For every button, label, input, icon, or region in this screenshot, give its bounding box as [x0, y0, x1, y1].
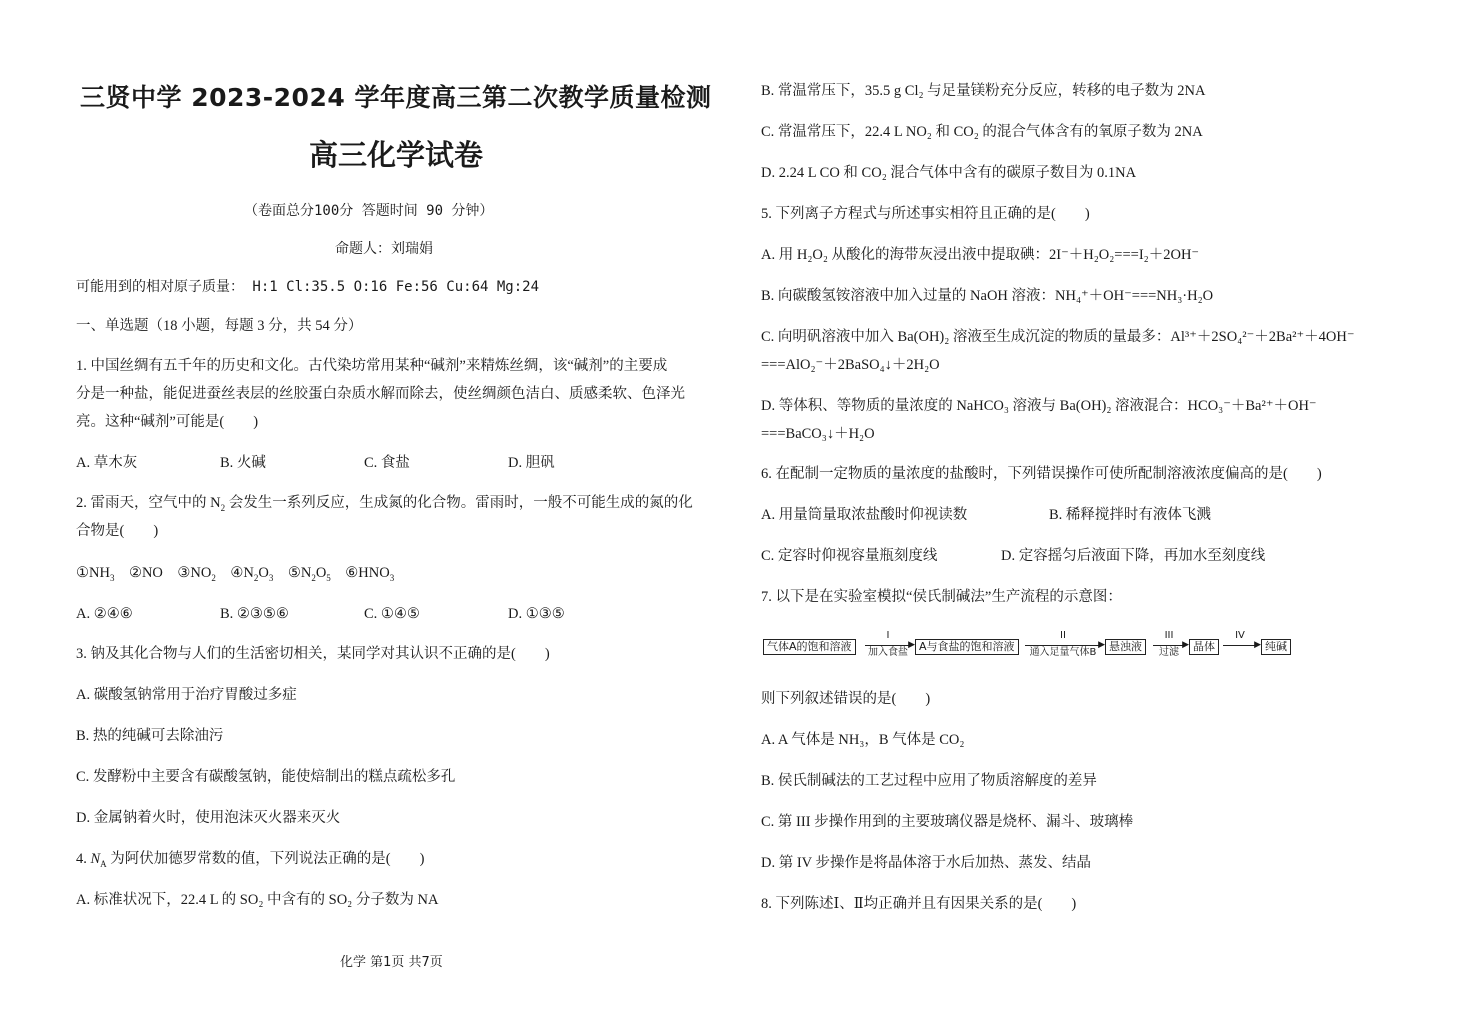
q5-option-a: A. 用 H₂O₂ 从酸化的海带灰浸出液中提取碘：2I⁻＋H₂O₂===I₂＋2OH⁻ [761, 247, 1200, 263]
q5-stem: 5. 下列离子方程式与所述事实相符且正确的是( ) [761, 206, 1090, 222]
q3-stem: 3. 钠及其化合物与人们的生活密切相关，某同学对其认识不正确的是( ) [76, 646, 550, 662]
q2-compound-list [76, 563, 394, 588]
q2-item-4: $④N_2O_3$ [230, 565, 274, 583]
subject-title: 高三化学试卷 [309, 138, 484, 172]
q5-option-d-line1: D. 等体积、等物质的量浓度的 NaHCO₃ 溶液与 Ba(OH)₂ 溶液混合：HCO₃⁻＋Ba²⁺＋OH⁻ [761, 398, 1317, 414]
q1-stem-line3: 亮。这种“碱剂”可能是( ) [76, 414, 259, 430]
q2-stem-line2: 合物是( ) [76, 523, 159, 539]
flow-box-soda-ash: 纯碱 [1261, 639, 1291, 655]
q7-ask: 则下列叙述错误的是( ) [761, 691, 931, 707]
q4-option-b: B. 常温常压下，35.5 g Cl₂ 与足量镁粉充分反应，转移的电子数为 2NA [761, 83, 1206, 99]
q4-stem: 4. $N_A$ 为阿伏加德罗常数的值，下列说法正确的是( ) [76, 851, 425, 869]
flow-arrow-step-2: II ▶ 通入足量气体B [1025, 630, 1101, 660]
flow-arrow-step-4: IV ▶ [1223, 630, 1257, 660]
q4-option-d: D. 2.24 L CO 和 CO₂ 混合气体中含有的碳原子数目为 0.1NA [761, 165, 1137, 181]
flow-arrow-step-1: I ▶ 加入食盐 [865, 630, 911, 660]
q2-item-6: $⑥HNO_3$ [345, 565, 395, 583]
q7-stem: 7. 以下是在实验室模拟“侯氏制碱法”生产流程的示意图： [761, 589, 1122, 605]
flow-arrow-step-3: III ▶ 过滤 [1153, 630, 1185, 660]
q2-item-1: $①NH_3$ [76, 565, 115, 583]
q7-process-flow-diagram [761, 630, 1301, 664]
q5-option-c-line1: C. 向明矾溶液中加入 Ba(OH)₂ 溶液至生成沉淀的物质的量最多：Al³⁺＋2SO₄²⁻＋2Ba²⁺＋4OH⁻ [761, 329, 1355, 345]
q3-option-a: A. 碳酸氢钠常用于治疗胃酸过多症 [76, 687, 297, 703]
q1-option-a: A. 草木灰 [76, 455, 138, 471]
flow-box-suspension: 悬浊液 [1105, 639, 1146, 655]
q3-option-c: C. 发酵粉中主要含有碳酸氢钠，能使焙制出的糕点疏松多孔 [76, 769, 456, 785]
q6-option-c: C. 定容时仰视容量瓶刻度线 [761, 548, 938, 564]
flow-box-gas-a-solution: 气体A的饱和溶液 [763, 639, 856, 655]
q7-option-b: B. 侯氏制碱法的工艺过程中应用了物质溶解度的差异 [761, 773, 1097, 789]
q1-stem-line1: 1. 中国丝绸有五千年的历史和文化。古代染坊常用某种“碱剂”来精炼丝绸，该“碱剂”的主要成 [76, 358, 668, 374]
section-heading: 一、单选题（18 小题，每题 3 分，共 54 分） [76, 318, 363, 334]
q2-item-2: ②NO [128, 565, 163, 581]
q6-option-d: D. 定容摇匀后液面下降，再加水至刻度线 [1001, 548, 1266, 564]
q7-option-c: C. 第 III 步操作用到的主要玻璃仪器是烧杯、漏斗、玻璃棒 [761, 814, 1134, 830]
q1-option-d: D. 胆矾 [508, 455, 555, 471]
q6-option-b: B. 稀释搅拌时有液体飞溅 [1049, 507, 1211, 523]
q2-option-c: C. ①④⑤ [364, 606, 420, 622]
page-footer: 化学 第1页 共7页 [340, 955, 443, 970]
q2-option-d: D. ①③⑤ [508, 606, 565, 622]
atomic-mass: 可能用到的相对原子质量： H:1 Cl:35.5 O:16 Fe:56 Cu:64 Mg:24 [76, 279, 540, 295]
q2-item-3: $③NO_2$ [177, 565, 216, 583]
exam-meta: （卷面总分100分 答题时间 90 分钟） [244, 203, 494, 219]
q4-option-a: A. 标准状况下，22.4 L 的 SO₂ 中含有的 SO₂ 分子数为 NA [76, 892, 439, 908]
q5-option-b: B. 向碳酸氢铵溶液中加入过量的 NaOH 溶液：NH₄⁺＋OH⁻===NH₃·H₂O [761, 288, 1214, 304]
q2-option-b: B. ②③⑤⑥ [220, 606, 289, 622]
q2-item-5: $⑤N_2O_5$ [287, 565, 331, 583]
flow-box-a-salt-solution: A与食盐的饱和溶液 [915, 639, 1019, 655]
q5-option-c-line2: ===AlO₂⁻＋2BaSO₄↓＋2H₂O [761, 357, 940, 373]
q1-option-c: C. 食盐 [364, 455, 410, 471]
exam-title: 三贤中学 2023-2024 学年度高三第二次教学质量检测 [80, 83, 712, 112]
q2-option-a: A. ②④⑥ [76, 606, 133, 622]
flow-box-crystal: 晶体 [1189, 639, 1219, 655]
q6-option-a: A. 用量筒量取浓盐酸时仰视读数 [761, 507, 968, 523]
q4-option-c: C. 常温常压下，22.4 L NO₂ 和 CO₂ 的混合气体含有的氧原子数为 2NA [761, 124, 1203, 140]
q1-option-b: B. 火碱 [220, 455, 266, 471]
q5-option-d-line2: ===BaCO₃↓＋H₂O [761, 426, 875, 442]
q7-option-d: D. 第 IV 步操作是将晶体溶于水后加热、蒸发、结晶 [761, 855, 1092, 871]
q6-stem: 6. 在配制一定物质的量浓度的盐酸时，下列错误操作可使所配制溶液浓度偏高的是( ) [761, 466, 1322, 482]
q3-option-b: B. 热的纯碱可去除油污 [76, 728, 224, 744]
q8-stem: 8. 下列陈述Ⅰ、Ⅱ均正确并且有因果关系的是( ) [761, 896, 1077, 912]
q2-stem-line1: 2. 雷雨天，空气中的 $N_2$ 会发生一系列反应，生成氮的化合物。雷雨时，一般不可能生成的氮的化 [76, 495, 693, 513]
q7-option-a: A. A 气体是 NH₃，B 气体是 CO₂ [761, 732, 965, 748]
q3-option-d: D. 金属钠着火时，使用泡沫灭火器来灭火 [76, 810, 341, 826]
q1-stem-line2: 分是一种盐，能促进蚕丝表层的丝胶蛋白杂质水解而除去，使丝绸颜色洁白、质感柔软、色泽光 [76, 386, 685, 402]
exam-author: 命题人：刘瑞娟 [335, 241, 433, 257]
